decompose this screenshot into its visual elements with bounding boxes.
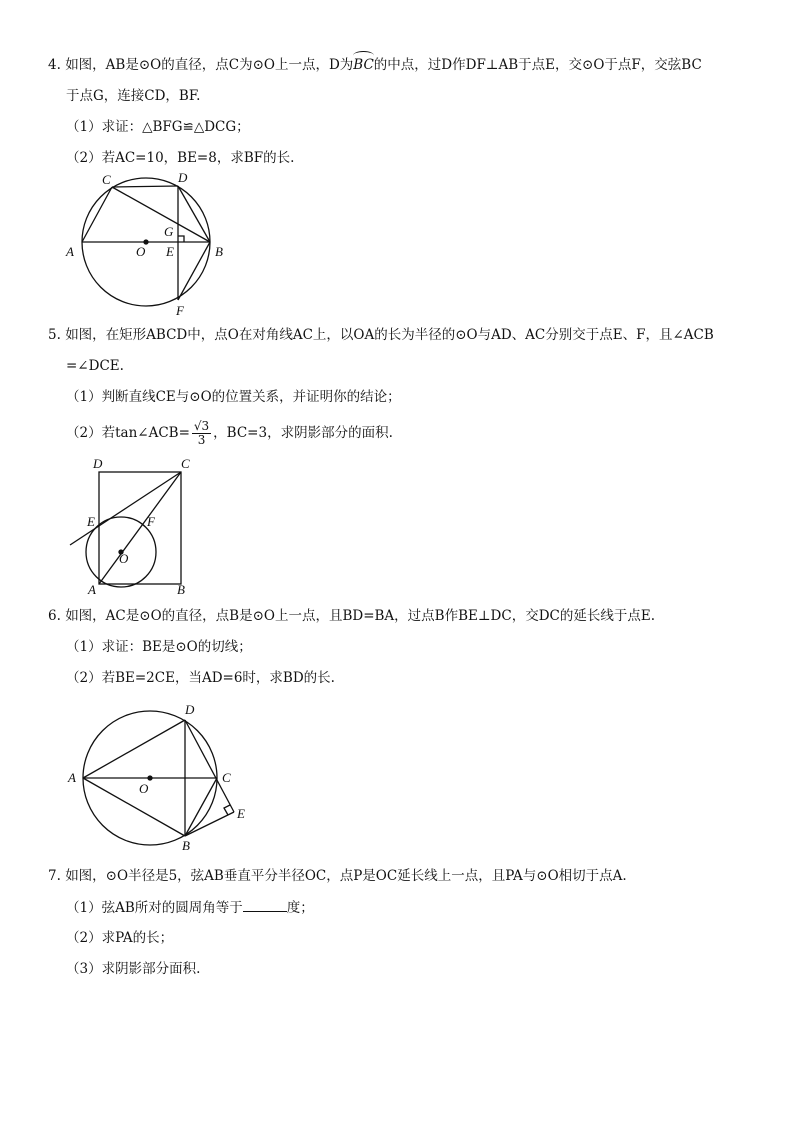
q4-sub1: （1）求证：△BFG≌△DCG； bbox=[66, 119, 250, 135]
q6-chord-bc bbox=[185, 778, 217, 836]
q5-sub2-part-b: ，BC=3，求阴影部分的面积. bbox=[213, 425, 393, 441]
q6-label-c: C bbox=[222, 770, 231, 785]
q6-figure bbox=[64, 700, 254, 853]
q7-sub2: （2）求PA的长； bbox=[66, 930, 174, 946]
q6-sub1: （1）求证：BE是⊙O的切线； bbox=[66, 639, 252, 655]
q5-label-f: F bbox=[147, 514, 155, 529]
q4-stem-line2: 于点G，连接CD，BF. bbox=[66, 88, 201, 104]
q7-sub1-part-b: 度； bbox=[286, 900, 314, 916]
q4-stem-line1 bbox=[48, 56, 702, 74]
q4-chord-fb bbox=[178, 242, 210, 300]
q6-number: 6. bbox=[48, 608, 61, 624]
q7-number: 7. bbox=[48, 868, 61, 884]
q4-label-o: O bbox=[136, 244, 146, 259]
q5-label-b: B bbox=[177, 582, 185, 597]
q7-sub1 bbox=[66, 898, 314, 917]
q7-answer-blank[interactable] bbox=[243, 898, 287, 912]
q4-figure bbox=[60, 170, 240, 318]
q4-stem-part-a: 如图，AB是⊙O的直径，点C为⊙O上一点，D为 bbox=[65, 57, 354, 73]
q6-stem-text: 如图，AC是⊙O的直径，点B是⊙O上一点，且BD=BA，过点B作BE⊥DC，交DC的延长线于点E. bbox=[65, 608, 656, 624]
q5-label-e: E bbox=[87, 514, 95, 529]
q5-stem-line1 bbox=[48, 326, 714, 344]
q4-chord-ac bbox=[82, 187, 112, 242]
q5-sub2 bbox=[66, 418, 393, 448]
q6-stem-line1 bbox=[48, 607, 655, 625]
q4-label-c: C bbox=[102, 172, 111, 187]
q6-label-b: B bbox=[182, 838, 190, 853]
q6-label-o: O bbox=[139, 781, 149, 796]
q4-label-f: F bbox=[176, 303, 184, 318]
q4-arc-label: BC bbox=[353, 57, 374, 73]
q5-stem-text: 如图，在矩形ABCD中，点O在对角线AC上，以OA的长为半径的⊙O与AD、AC分别交于点E、F，且∠ACB bbox=[65, 327, 714, 343]
q4-chord-cb bbox=[112, 187, 210, 242]
q4-label-g: G bbox=[164, 224, 174, 239]
q6-line-de bbox=[185, 720, 234, 812]
q5-figure bbox=[66, 456, 206, 596]
q5-fraction-denominator: 3 bbox=[197, 433, 206, 447]
q5-label-a: A bbox=[88, 582, 96, 597]
q5-fraction-numerator: √3 bbox=[193, 419, 210, 433]
q6-label-a: A bbox=[68, 770, 76, 785]
q4-label-b: B bbox=[215, 244, 223, 259]
q7-sub1-part-a: （1）弦AB所对的圆周角等于 bbox=[66, 900, 243, 916]
q5-label-c: C bbox=[181, 456, 190, 471]
q7-stem-text: 如图，⊙O半径是5，弦AB垂直平分半径OC，点P是OC延长线上一点，且PA与⊙O相切于点A. bbox=[65, 868, 627, 884]
q4-label-e: E bbox=[166, 244, 174, 259]
q4-chord-cd bbox=[112, 186, 178, 187]
q4-label-d: D bbox=[178, 170, 188, 185]
q4-stem-part-b: 的中点，过D作DF⊥AB于点E，交⊙O于点F，交弦BC bbox=[373, 57, 702, 73]
q7-stem-line1 bbox=[48, 867, 627, 885]
q6-label-e: E bbox=[237, 806, 245, 821]
q5-number: 5. bbox=[48, 327, 61, 343]
q7-sub3: （3）求阴影部分面积. bbox=[66, 961, 201, 977]
q5-sub1: （1）判断直线CE与⊙O的位置关系，并证明你的结论； bbox=[66, 389, 401, 405]
q6-right-angle-mark bbox=[224, 805, 230, 815]
q4-number: 4. bbox=[48, 57, 61, 73]
q5-sub2-part-a: （2）若tan∠ACB= bbox=[66, 425, 190, 441]
q5-diagonal-ac bbox=[99, 472, 181, 584]
q6-chord-ad bbox=[83, 720, 185, 778]
q4-sub2: （2）若AC=10，BE=8，求BF的长. bbox=[66, 150, 295, 166]
q6-center-dot bbox=[148, 776, 152, 780]
q4-label-a: A bbox=[66, 244, 74, 259]
q5-label-d: D bbox=[93, 456, 103, 471]
q6-chord-ab bbox=[83, 778, 185, 836]
q5-label-o: O bbox=[119, 551, 129, 566]
q6-label-d: D bbox=[185, 702, 195, 717]
q5-fraction bbox=[192, 420, 211, 447]
q4-right-angle-mark bbox=[178, 236, 184, 242]
q6-sub2: （2）若BE=2CE，当AD=6时，求BD的长. bbox=[66, 670, 335, 686]
q5-stem-line2: =∠DCE. bbox=[66, 358, 124, 374]
q5-line-ce bbox=[70, 472, 181, 545]
